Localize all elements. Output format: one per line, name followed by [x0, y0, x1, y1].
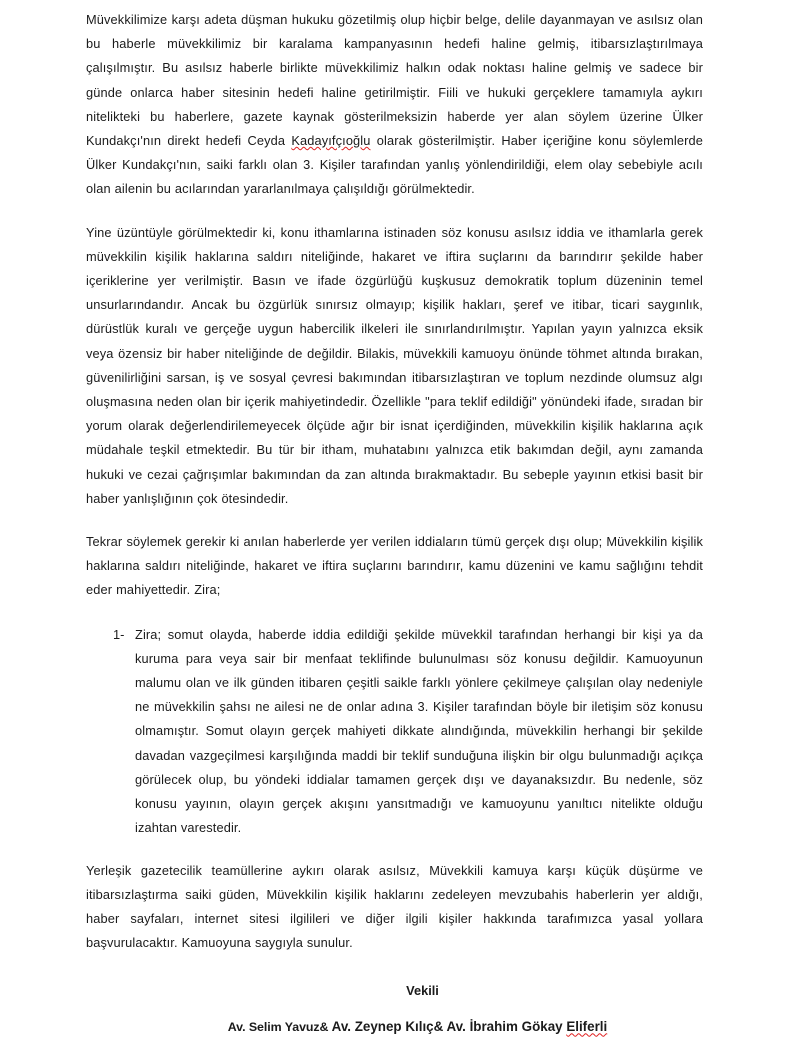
signature-name-middle: Av. Zeynep Kılıç& Av. İbrahim Gökay: [328, 1019, 567, 1035]
misspelled-word-kadayifcioglu: Kadayıfçıoğlu: [291, 133, 371, 149]
signature-role-label: Vekili: [406, 983, 439, 999]
numbered-list: [86, 623, 703, 841]
paragraph-1-part-a: Müvekkilimize karşı adeta düşman hukuku gözetilmiş olup hiçbir belge, delile dayanmayan ve asılsız olan bu haberle müvekkilimiz bir karalama kampanyasının hedefi haline gelmiş, itibarsızlaştırılmaya çalışılmıştır. Bu asılsız haberle birlikte müvekkilimiz halkın odak noktası haline gelmiş ve sadece bir günde onlarca haber sitesinin hedefi haline getirilmiştir. Fiili ve hukuki gerçeklere tamamıyla aykırı nitelikteki bu haberlere, gazete kaynak gösterilmeksizin haberde yer alan söylem üzerine Ülker Kundakçı'nın direkt hedefi Ceyda: [86, 12, 703, 149]
signature-block: [86, 979, 703, 1039]
paragraph-1-part-b: olarak gösterilmiştir. Haber içeriğine konu söylemlerde Ülker Kundakçı'nın, saiki farklı olan 3. Kişiler tarafından yanlış yönlendirildiği, elem olay sebebiyle acılı olan ailenin bu acılarından yararlanılmaya çalışıldığı görülmektedir.: [86, 133, 703, 197]
paragraph-3: Tekrar söylemek gerekir ki anılan haberlerde yer verilen iddiaların tümü gerçek dışı olup; Müvekkilin kişilik haklarına saldırı niteliğinde, hakaret ve iftira suçlarını barındırır, kamu düzenini ve kamu sağlığını tehdit eder mahiyettedir. Zira;: [86, 534, 703, 598]
misspelled-word-eliferli: Eliferli: [566, 1019, 608, 1035]
list-item-marker: 1-: [113, 626, 125, 642]
paragraph-4: Yerleşik gazetecilik teamüllerine aykırı olarak asılsız, Müvekkili kamuya karşı küçük düşürme ve itibarsızlaştırma saiki güden, Müvekkilin kişilik haklarını zedeleyen mevzubahis haberlerin yer aldığı, haber sayfaları, internet sitesi ilgilileri ve diğer ilgili kişiler hakkında tarafımızca yasal yollara başvurulacaktır. Kamuoyuna saygıyla sunulur.: [86, 862, 703, 951]
signature-names: [86, 1015, 703, 1039]
list-item: [86, 623, 703, 841]
paragraph-1: [86, 8, 703, 202]
signature-name-first: Av. Selim Yavuz&: [227, 1020, 329, 1035]
paragraph-2: Yine üzüntüyle görülmektedir ki, konu ithamlarına istinaden söz konusu asılsız iddia ve ithamlarla gerek müvekkilin kişilik haklarına saldırı niteliğinde, hakaret ve iftira suçlarını da barındırır şekilde haber içeriklerine yer verilmiştir. Basın ve ifade özgürlüğü kuşkusuz demokratik toplum düzeninin temel unsurlarındandır. Ancak bu özgürlük sınırsız olmayıp; kişilik hakları, şeref ve itibar, ticari saygınlık, dürüstlük kuralı ve gerçeğe uygun habercilik ilkeleri ile sınırlandırılmıştır. Yapılan yayın yalnızca eksik veya özensiz bir haber niteliğinde de değildir. Bilakis, müvekkili kamuoyu önünde töhmet altında bırakan, güvenilirliğini sarsan, iş ve sosyal çevresi bakımından itibarsızlaştıran ve toplum nezdinde olumsuz algı oluşmasına neden olan bir içerik mahiyetindedir. Özellikle "para teklif edildiği" yönündeki ifade, sıradan bir yorum olarak değerlendirilemeyecek ölçüde ağır bir isnat içerdiğinden, müvekkilin kişilik haklarına açık müdahale teşkil etmektedir. Bu tür bir itham, muhatabını yalnızca etik bakımdan değil, aynı zamanda hukuki ve cezai çağrışımlar bakımından da zan altında bırakmaktadır. Bu sebeple yayının etkisi basit bir haber yanlışlığının çok ötesindedir.: [86, 224, 703, 506]
list-item-text: Zira; somut olayda, haberde iddia edildiği şekilde müvekkil tarafından herhangi bir kişi ya da kuruma para veya sair bir menfaat teklifinde bulunulması söz konusu değildir. Kamuoyunun malumu olan ve ilk günden itibaren çeşitli saikle farklı yönlere çekilmeye çalışılan olay nedeniyle ne müvekkilin şahsı ne ailesi ne de onlar adına 3. Kişiler tarafından böyle bir iletişim söz konusu olmamıştır. Somut olayın gerçek mahiyeti dikkate alındığında, müvekkilin herhangi bir şekilde davadan vazgeçilmesi karşılığında maddi bir teklif sunduğuna ilişkin bir olgu bulunmadığı açıkça görülecek olup, bu yöndeki iddialar tamamen gerçek dışı ve dayanaksızdır. Bu nedenle, söz konusu yayının, olayın gerçek akışını yansıtmadığı ve kamuoyunu yanıltıcı nitelikte olduğu izahtan varestedir.: [135, 626, 703, 836]
